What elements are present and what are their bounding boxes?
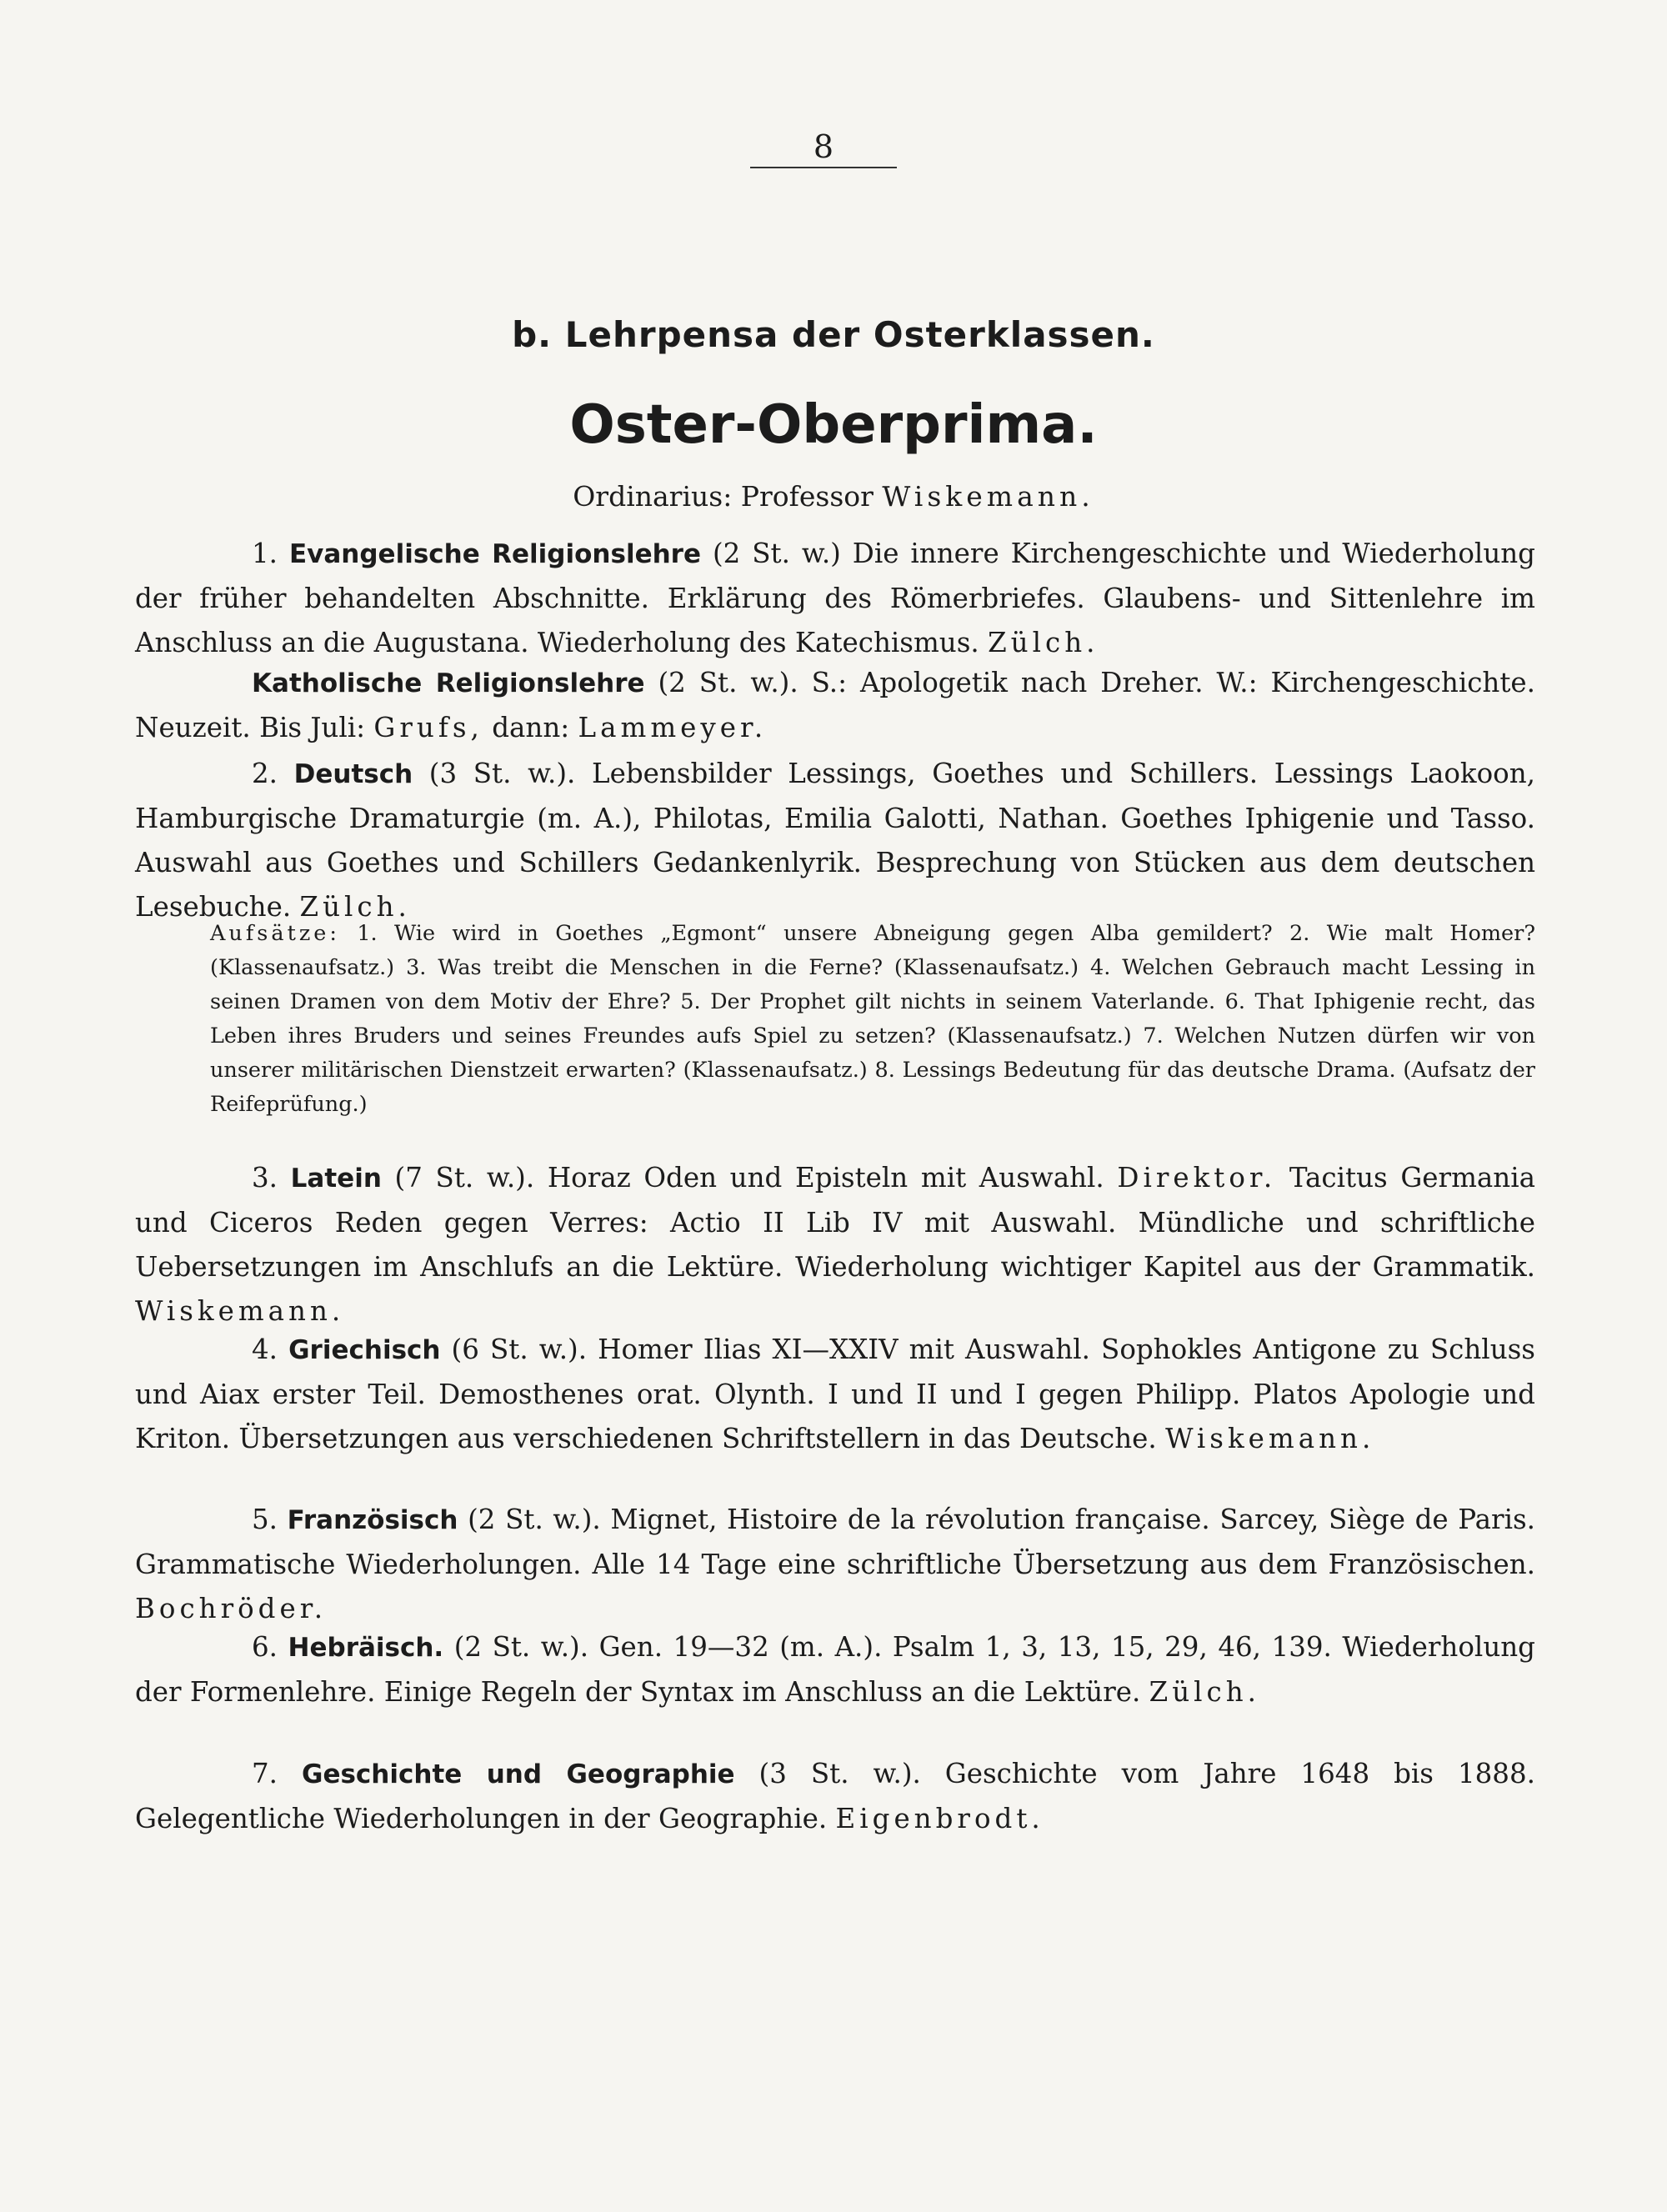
subject-number: 3.: [252, 1162, 278, 1194]
subject-paragraph: [135, 1156, 1535, 1334]
subject-number: 5.: [252, 1504, 278, 1535]
subject-number: 4.: [252, 1334, 278, 1365]
subject-text: dann:: [483, 712, 570, 743]
section-heading: b. Lehrpensa der Osterklassen.: [512, 314, 1155, 355]
subject-text: (2 St. w.). S.: Apologetik nach Dreher. W.: Kirchengeschichte. Neuzeit. Bis Juli:: [135, 667, 1535, 743]
subject-name: Deutsch: [293, 759, 413, 789]
teacher-name: Zülch.: [1149, 1676, 1261, 1708]
subject-name: Latein: [290, 1164, 382, 1194]
subject-text: (3 St. w.). Geschichte vom Jahre 1648 bis 1888. Gelegentliche Wiederholungen in der Geographie.: [135, 1758, 1535, 1834]
subject-name: Griechisch: [288, 1335, 441, 1365]
teacher-name: Zülch.: [988, 627, 1099, 658]
class-title: Oster-Oberprima.: [569, 394, 1098, 456]
subject-number: 7.: [252, 1758, 278, 1789]
subject-paragraph: [135, 661, 1535, 750]
subject-text: (7 St. w.). Horaz Oden und Episteln mit Auswahl.: [381, 1162, 1104, 1194]
subject-text: (6 St. w.). Homer Ilias XI—XXIV mit Auswahl. Sophokles Antigone zu Schluss und Aiax erster Teil. Demosthenes orat. Olynth. I und II und I gegen Philipp. Platos Apologie und Kriton. Übersetzungen aus verschiedenen Schriftstellern in das Deutsche.: [135, 1334, 1535, 1454]
subject-number: 1.: [252, 538, 278, 569]
subject-paragraph: [135, 1752, 1535, 1841]
teacher-name: Grufs,: [373, 712, 483, 743]
subject-paragraph: [135, 532, 1535, 665]
essay-text: 1. Wie wird in Goethes „Egmont“ unsere Abneigung gegen Alba gemildert? 2. Wie malt Homer? (Klassenaufsatz.) 3. Was treibt die Menschen in die Ferne? (Klassenaufsatz.) 4. Welchen Gebrauch macht Lessing in seinen Dramen von dem Motiv der Ehre? 5. Der Prophet gilt nichts in seinem Vaterlande. 6. That Iphigenie recht, das Leben ihres Bruders und seines Freundes aufs Spiel zu setzen? (Klassenaufsatz.) 7. Welchen Nutzen dürfen wir von unserer militärischen Dienstzeit erwarten? (Klassenaufsatz.) 8. Lessings Bedeutung für das deutsche Drama. (Aufsatz der Reifeprüfung.): [210, 921, 1535, 1117]
subject-text: (2 St. w.). Gen. 19—32 (m. A.). Psalm 1, 3, 13, 15, 29, 46, 139. Wiederholung der Formenlehre. Einige Regeln der Syntax im Anschluss an die Lektüre.: [135, 1631, 1535, 1708]
teacher-name: Direktor.: [1117, 1162, 1277, 1194]
subject-paragraph: [135, 1625, 1535, 1714]
subject-number: 2.: [252, 758, 278, 789]
subject-name: Katholische Religionslehre: [252, 668, 645, 698]
ordinarius-name: Wiskemann.: [882, 480, 1094, 513]
teacher-name: Wiskemann.: [135, 1295, 345, 1327]
essay-topics: [210, 917, 1535, 1122]
subject-text: (3 St. w.). Lebensbilder Lessings, Goethes und Schillers. Lessings Laokoon, Hamburgische Dramaturgie (m. A.), Philotas, Emilia Galotti, Nathan. Goethes Iphigenie und Tasso. Auswahl aus Goethes und Schillers Gedankenlyrik. Besprechung von Stücken aus dem deutschen Lesebuche.: [135, 758, 1535, 923]
subject-name: Hebräisch.: [288, 1633, 444, 1663]
teacher-name: Eigenbrodt.: [835, 1803, 1044, 1834]
subject-text: (2 St. w.) Die innere Kirchengeschichte und Wiederholung der früher behandelten Abschnitte. Erklärung des Römerbriefes. Glaubens- und Sittenlehre im Anschluss an die Augustana. Wiederholung des Katechismus.: [135, 538, 1535, 658]
teacher-name: Wiskemann.: [1165, 1423, 1375, 1454]
subject-name: Evangelische Religionslehre: [288, 539, 701, 569]
essay-label: Aufsätze:: [210, 921, 340, 946]
teacher-name: Lammeyer.: [578, 712, 768, 743]
subject-text: Tacitus Germania und Ciceros Reden gegen Verres: Actio II Lib IV mit Auswahl. Mündliche und schriftliche Uebersetzungen im Anschlufs an die Lektüre. Wiederholung wichtiger Kapitel aus der Grammatik.: [135, 1162, 1535, 1283]
teacher-name: Zülch.: [299, 891, 411, 923]
subject-text: (2 St. w.). Mignet, Histoire de la révolution française. Sarcey, Siège de Paris. Grammatische Wiederholungen. Alle 14 Tage eine schriftliche Übersetzung aus dem Französischen.: [135, 1504, 1535, 1580]
ordinarius-line: [0, 475, 1667, 518]
subject-number: 6.: [252, 1631, 278, 1663]
subject-paragraph: [135, 752, 1535, 929]
teacher-name: Bochröder.: [135, 1593, 328, 1624]
subject-paragraph: [135, 1498, 1535, 1631]
subject-name: Französisch: [287, 1505, 458, 1535]
page-number: 8: [750, 127, 897, 168]
ordinarius-label: Ordinarius: Professor: [573, 480, 874, 513]
subject-paragraph: [135, 1328, 1535, 1461]
subject-name: Geschichte und Geographie: [302, 1759, 735, 1789]
